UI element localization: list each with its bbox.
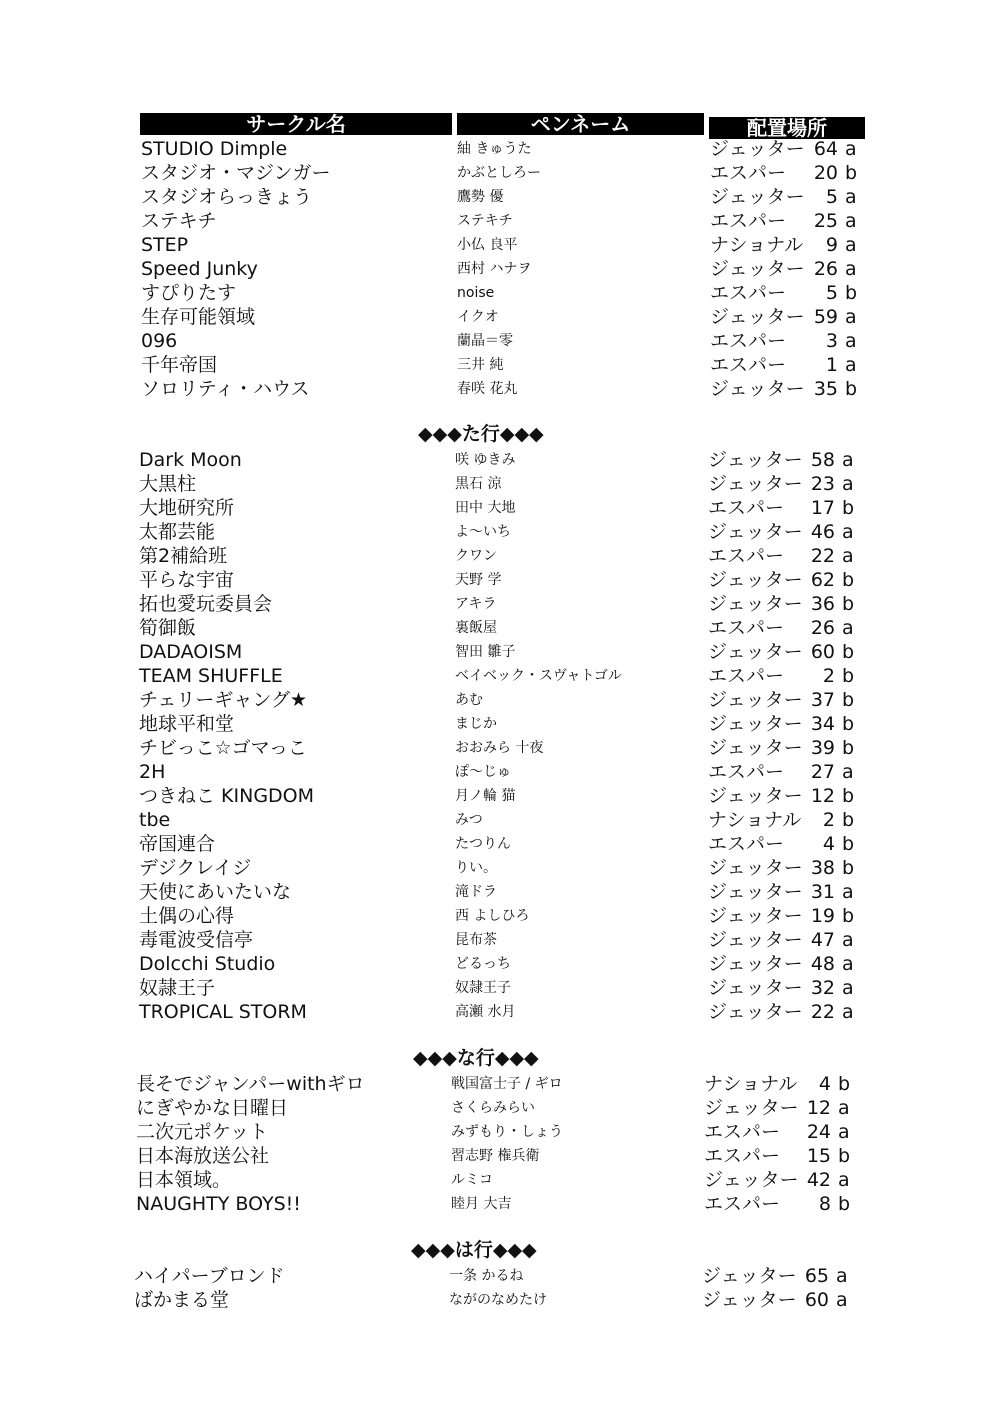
list-item bbox=[0, 904, 1000, 928]
pen-name: noise bbox=[457, 285, 495, 301]
placement-area: エスパー bbox=[708, 833, 785, 855]
placement-block: a bbox=[842, 449, 854, 471]
list-item bbox=[0, 209, 1000, 233]
placement-area: エスパー bbox=[708, 665, 785, 687]
placement-block: a bbox=[845, 138, 857, 160]
placement-area: ジェッター bbox=[710, 258, 805, 280]
list-item bbox=[0, 161, 1000, 185]
placement-block: b bbox=[842, 737, 855, 759]
placement-block: a bbox=[845, 258, 857, 280]
placement-number: 42 bbox=[806, 1169, 831, 1191]
section-title: ◆◆◆な行◆◆◆ bbox=[413, 1047, 539, 1069]
pen-name: 蘭晶＝零 bbox=[457, 333, 513, 349]
placement-block: b bbox=[842, 809, 855, 831]
circle-name: 生存可能領域 bbox=[141, 306, 256, 328]
placement-area: エスパー bbox=[710, 282, 787, 304]
placement-area: ジェッター bbox=[704, 1097, 799, 1119]
placement-block: a bbox=[842, 473, 854, 495]
pen-name: まじか bbox=[455, 716, 497, 732]
placement-block: a bbox=[836, 1265, 848, 1287]
placement-area: ジェッター bbox=[708, 713, 803, 735]
placement-number: 22 bbox=[810, 545, 835, 567]
placement-number: 12 bbox=[806, 1097, 831, 1119]
pen-name: 鷹勢 優 bbox=[457, 189, 504, 205]
placement-area: エスパー bbox=[708, 617, 785, 639]
list-item bbox=[0, 1120, 1000, 1144]
placement-area: ジェッター bbox=[708, 593, 803, 615]
placement-block: b bbox=[842, 905, 855, 927]
placement-block: a bbox=[845, 306, 857, 328]
list-item bbox=[0, 544, 1000, 568]
circle-name: にぎやかな日曜日 bbox=[136, 1097, 289, 1119]
circle-name: 日本領域。 bbox=[136, 1169, 232, 1191]
placement-area: エスパー bbox=[704, 1145, 781, 1167]
list-item bbox=[0, 976, 1000, 1000]
list-item bbox=[0, 1072, 1000, 1096]
placement-number: 26 bbox=[813, 258, 838, 280]
placement-block: a bbox=[838, 1121, 850, 1143]
placement-block: a bbox=[838, 1097, 850, 1119]
pen-name: 黒石 涼 bbox=[455, 476, 502, 492]
placement-block: b bbox=[838, 1145, 851, 1167]
list-item bbox=[0, 257, 1000, 281]
circle-name: TEAM SHUFFLE bbox=[139, 665, 283, 687]
placement-area: ジェッター bbox=[710, 306, 805, 328]
placement-area: ジェッター bbox=[702, 1265, 797, 1287]
circle-name: 天使にあいたいな bbox=[139, 881, 292, 903]
placement-block: a bbox=[845, 330, 857, 352]
placement-number: 2 bbox=[822, 809, 835, 831]
placement-area: ナショナル bbox=[710, 234, 804, 256]
placement-area: ジェッター bbox=[710, 186, 805, 208]
placement-block: b bbox=[842, 593, 855, 615]
placement-number: 32 bbox=[810, 977, 835, 999]
list-item bbox=[0, 760, 1000, 784]
list-item bbox=[0, 1264, 1000, 1288]
pen-name: 咲 ゆきみ bbox=[455, 452, 516, 468]
placement-area: ジェッター bbox=[708, 569, 803, 591]
list-item bbox=[0, 784, 1000, 808]
circle-name: 平らな宇宙 bbox=[139, 569, 235, 591]
circle-name: Dolcchi Studio bbox=[139, 953, 276, 975]
list-item bbox=[0, 353, 1000, 377]
placement-area: ジェッター bbox=[708, 641, 803, 663]
circle-name: デジクレイジ bbox=[139, 857, 252, 879]
placement-number: 24 bbox=[806, 1121, 831, 1143]
placement-area: ジェッター bbox=[708, 449, 803, 471]
pen-name: 睦月 大吉 bbox=[451, 1196, 512, 1212]
placement-block: a bbox=[838, 1169, 850, 1191]
placement-block: b bbox=[842, 641, 855, 663]
placement-number: 60 bbox=[810, 641, 835, 663]
placement-block: a bbox=[842, 881, 854, 903]
pen-name: 戦国富士子 / ギロ bbox=[451, 1076, 563, 1092]
placement-area: ジェッター bbox=[708, 953, 803, 975]
placement-block: b bbox=[845, 282, 858, 304]
placement-number: 5 bbox=[825, 282, 838, 304]
circle-name: TROPICAL STORM bbox=[139, 1001, 307, 1023]
placement-area: ジェッター bbox=[708, 857, 803, 879]
circle-name: スタジオ・マジンガー bbox=[141, 162, 331, 184]
placement-block: b bbox=[838, 1193, 851, 1215]
placement-block: b bbox=[842, 833, 855, 855]
placement-number: 15 bbox=[806, 1145, 831, 1167]
list-item bbox=[0, 640, 1000, 664]
list-item bbox=[0, 233, 1000, 257]
circle-name: すぴりたす bbox=[141, 282, 237, 304]
placement-block: b bbox=[842, 665, 855, 687]
list-item bbox=[0, 664, 1000, 688]
pen-name: 紬 きゅうた bbox=[457, 141, 532, 157]
placement-area: エスパー bbox=[710, 210, 787, 232]
pen-name: あむ bbox=[455, 692, 483, 708]
placement-block: a bbox=[836, 1289, 848, 1311]
placement-block: a bbox=[842, 521, 854, 543]
placement-area: ジェッター bbox=[708, 689, 803, 711]
placement-number: 5 bbox=[825, 186, 838, 208]
placement-block: a bbox=[842, 617, 854, 639]
placement-number: 4 bbox=[822, 833, 835, 855]
placement-block: b bbox=[842, 857, 855, 879]
circle-name: 地球平和堂 bbox=[139, 713, 235, 735]
circle-name: 筍御飯 bbox=[139, 617, 197, 639]
placement-block: a bbox=[842, 545, 854, 567]
list-item bbox=[0, 305, 1000, 329]
section-rows bbox=[0, 1072, 1000, 1216]
header-circle-name: サークル名 bbox=[140, 113, 452, 135]
pen-name: 西 よしひろ bbox=[455, 908, 530, 924]
placement-area: ナショナル bbox=[704, 1073, 798, 1095]
placement-number: 9 bbox=[825, 234, 838, 256]
pen-name: 裏飯屋 bbox=[455, 620, 497, 636]
placement-number: 35 bbox=[813, 378, 838, 400]
pen-name: 西村 ハナヲ bbox=[457, 261, 532, 277]
section-title: ◆◆◆は行◆◆◆ bbox=[411, 1239, 537, 1261]
circle-name: 拓也愛玩委員会 bbox=[139, 593, 273, 615]
section-rows bbox=[0, 137, 1000, 401]
placement-area: ジェッター bbox=[708, 521, 803, 543]
pen-name: アキラ bbox=[455, 596, 497, 612]
placement-block: a bbox=[845, 210, 857, 232]
pen-name: 小仏 良平 bbox=[457, 237, 518, 253]
placement-number: 25 bbox=[813, 210, 838, 232]
circle-name: 毒電波受信亭 bbox=[139, 929, 254, 951]
list-item bbox=[0, 616, 1000, 640]
pen-name: ながのなめたけ bbox=[449, 1292, 547, 1308]
placement-block: a bbox=[845, 186, 857, 208]
pen-name: りい。 bbox=[455, 860, 497, 876]
placement-number: 17 bbox=[810, 497, 835, 519]
section-rows bbox=[0, 448, 1000, 1024]
placement-block: a bbox=[845, 234, 857, 256]
circle-name: チェリーギャング★ bbox=[139, 689, 308, 711]
placement-area: ジェッター bbox=[708, 881, 803, 903]
circle-name: ソロリティ・ハウス bbox=[141, 378, 310, 400]
list-item bbox=[0, 472, 1000, 496]
placement-number: 3 bbox=[825, 330, 838, 352]
list-item bbox=[0, 377, 1000, 401]
header-placement: 配置場所 bbox=[709, 117, 865, 139]
pen-name: ルミコ bbox=[451, 1172, 493, 1188]
placement-area: エスパー bbox=[708, 545, 785, 567]
circle-name: STUDIO Dimple bbox=[141, 138, 288, 160]
placement-number: 37 bbox=[810, 689, 835, 711]
pen-name: 習志野 権兵衛 bbox=[451, 1148, 540, 1164]
circle-name: 土偶の心得 bbox=[139, 905, 235, 927]
pen-name: 三井 純 bbox=[457, 357, 504, 373]
placement-number: 23 bbox=[810, 473, 835, 495]
placement-area: ジェッター bbox=[708, 977, 803, 999]
header-pen-name: ペンネーム bbox=[457, 113, 704, 135]
placement-number: 47 bbox=[810, 929, 835, 951]
list-item bbox=[0, 496, 1000, 520]
circle-name: チビっこ☆ゴマっこ bbox=[139, 737, 307, 759]
pen-name: 高瀬 水月 bbox=[455, 1004, 516, 1020]
pen-name: 天野 学 bbox=[455, 572, 502, 588]
pen-name: ぽ～じゅ bbox=[455, 764, 511, 780]
placement-number: 31 bbox=[810, 881, 835, 903]
placement-number: 1 bbox=[825, 354, 838, 376]
placement-number: 65 bbox=[804, 1265, 829, 1287]
placement-block: a bbox=[842, 977, 854, 999]
circle-name: STEP bbox=[141, 234, 189, 256]
placement-area: ジェッター bbox=[702, 1289, 797, 1311]
list-item bbox=[0, 952, 1000, 976]
pen-name: 滝ドラ bbox=[455, 884, 497, 900]
placement-number: 2 bbox=[822, 665, 835, 687]
pen-name: 月ノ輪 猫 bbox=[455, 788, 516, 804]
placement-area: ジェッター bbox=[708, 473, 803, 495]
circle-name: 2H bbox=[139, 761, 166, 783]
list-item bbox=[0, 880, 1000, 904]
list-item bbox=[0, 832, 1000, 856]
circle-name: 大黒柱 bbox=[139, 473, 197, 495]
placement-number: 12 bbox=[810, 785, 835, 807]
placement-number: 48 bbox=[810, 953, 835, 975]
list-item bbox=[0, 1168, 1000, 1192]
pen-name: クワン bbox=[455, 548, 497, 564]
placement-block: a bbox=[842, 929, 854, 951]
placement-area: エスパー bbox=[708, 761, 785, 783]
list-item bbox=[0, 281, 1000, 305]
placement-number: 4 bbox=[818, 1073, 831, 1095]
section-title: ◆◆◆た行◆◆◆ bbox=[418, 423, 544, 445]
placement-number: 19 bbox=[810, 905, 835, 927]
placement-area: ジェッター bbox=[708, 929, 803, 951]
list-item bbox=[0, 329, 1000, 353]
placement-number: 59 bbox=[813, 306, 838, 328]
circle-name: ハイパーブロンド bbox=[134, 1265, 285, 1287]
list-item bbox=[0, 1144, 1000, 1168]
placement-number: 22 bbox=[810, 1001, 835, 1023]
placement-number: 8 bbox=[818, 1193, 831, 1215]
pen-name: 昆布茶 bbox=[455, 932, 497, 948]
list-item bbox=[0, 1096, 1000, 1120]
placement-block: a bbox=[845, 354, 857, 376]
placement-block: b bbox=[845, 378, 858, 400]
placement-area: エスパー bbox=[710, 330, 787, 352]
list-item bbox=[0, 712, 1000, 736]
placement-number: 20 bbox=[813, 162, 838, 184]
placement-block: a bbox=[842, 953, 854, 975]
pen-name: かぶとしろー bbox=[457, 165, 541, 181]
circle-name: 第2補給班 bbox=[139, 545, 228, 567]
circle-name: 096 bbox=[141, 330, 178, 352]
placement-number: 36 bbox=[810, 593, 835, 615]
pen-name: ステキチ bbox=[457, 213, 513, 229]
placement-area: ジェッター bbox=[704, 1169, 799, 1191]
list-item bbox=[0, 448, 1000, 472]
circle-name: NAUGHTY BOYS!! bbox=[136, 1193, 301, 1215]
pen-name: 奴隷王子 bbox=[455, 980, 511, 996]
placement-block: b bbox=[842, 713, 855, 735]
pen-name: ベイベック・スヴャトゴル bbox=[455, 668, 622, 684]
section-rows bbox=[0, 1264, 1000, 1312]
placement-area: ナショナル bbox=[708, 809, 802, 831]
placement-block: b bbox=[842, 785, 855, 807]
list-item bbox=[0, 808, 1000, 832]
pen-name: どるっち bbox=[455, 956, 511, 972]
placement-area: エスパー bbox=[710, 354, 787, 376]
placement-block: a bbox=[842, 1001, 854, 1023]
pen-name: みつ bbox=[455, 812, 483, 828]
pen-name: 春咲 花丸 bbox=[457, 381, 518, 397]
pen-name: 一条 かるね bbox=[449, 1268, 524, 1284]
circle-name: 帝国連合 bbox=[139, 833, 216, 855]
circle-name: Dark Moon bbox=[139, 449, 242, 471]
circle-name: tbe bbox=[139, 809, 171, 831]
placement-area: ジェッター bbox=[708, 737, 803, 759]
placement-number: 38 bbox=[810, 857, 835, 879]
placement-block: b bbox=[845, 162, 858, 184]
circle-name: 大地研究所 bbox=[139, 497, 235, 519]
placement-area: ジェッター bbox=[708, 905, 803, 927]
pen-name: 田中 大地 bbox=[455, 500, 516, 516]
placement-block: b bbox=[842, 497, 855, 519]
circle-name: ステキチ bbox=[141, 210, 217, 232]
placement-number: 58 bbox=[810, 449, 835, 471]
placement-area: ジェッター bbox=[708, 785, 803, 807]
circle-name: 千年帝国 bbox=[141, 354, 218, 376]
placement-area: ジェッター bbox=[710, 138, 805, 160]
placement-number: 34 bbox=[810, 713, 835, 735]
placement-area: ジェッター bbox=[708, 1001, 803, 1023]
circle-name: DADAOISM bbox=[139, 641, 243, 663]
placement-number: 64 bbox=[813, 138, 838, 160]
list-item bbox=[0, 568, 1000, 592]
list-item bbox=[0, 520, 1000, 544]
list-item bbox=[0, 1288, 1000, 1312]
placement-number: 60 bbox=[804, 1289, 829, 1311]
placement-area: エスパー bbox=[710, 162, 787, 184]
list-item bbox=[0, 736, 1000, 760]
placement-number: 39 bbox=[810, 737, 835, 759]
list-item bbox=[0, 185, 1000, 209]
pen-name: さくらみらい bbox=[451, 1100, 535, 1116]
placement-block: a bbox=[842, 761, 854, 783]
list-item bbox=[0, 1000, 1000, 1024]
placement-area: エスパー bbox=[708, 497, 785, 519]
circle-name: スタジオらっきょう bbox=[141, 186, 313, 208]
circle-name: ばかまる堂 bbox=[134, 1289, 230, 1311]
placement-number: 26 bbox=[810, 617, 835, 639]
list-item bbox=[0, 688, 1000, 712]
placement-number: 27 bbox=[810, 761, 835, 783]
placement-block: b bbox=[838, 1073, 851, 1095]
placement-block: b bbox=[842, 569, 855, 591]
pen-name: たつりん bbox=[455, 836, 511, 852]
circle-name: 二次元ポケット bbox=[136, 1121, 269, 1143]
pen-name: よ～いち bbox=[455, 524, 511, 540]
pen-name: イクオ bbox=[457, 309, 499, 325]
placement-block: b bbox=[842, 689, 855, 711]
circle-name: つきねこ KINGDOM bbox=[139, 785, 315, 807]
list-item bbox=[0, 856, 1000, 880]
placement-number: 46 bbox=[810, 521, 835, 543]
pen-name: 智田 雛子 bbox=[455, 644, 516, 660]
placement-area: エスパー bbox=[704, 1193, 781, 1215]
placement-area: エスパー bbox=[704, 1121, 781, 1143]
circle-name: 太都芸能 bbox=[139, 521, 216, 543]
placement-number: 62 bbox=[810, 569, 835, 591]
circle-name: Speed Junky bbox=[141, 258, 258, 280]
list-item bbox=[0, 928, 1000, 952]
circle-name: 長そでジャンパーwithギロ bbox=[136, 1073, 365, 1095]
circle-name: 日本海放送公社 bbox=[136, 1145, 270, 1167]
list-item bbox=[0, 592, 1000, 616]
placement-area: ジェッター bbox=[710, 378, 805, 400]
pen-name: みずもり・しょう bbox=[451, 1124, 563, 1140]
list-item bbox=[0, 137, 1000, 161]
circle-name: 奴隷王子 bbox=[139, 977, 216, 999]
pen-name: おおみら 十夜 bbox=[455, 740, 544, 756]
list-item bbox=[0, 1192, 1000, 1216]
